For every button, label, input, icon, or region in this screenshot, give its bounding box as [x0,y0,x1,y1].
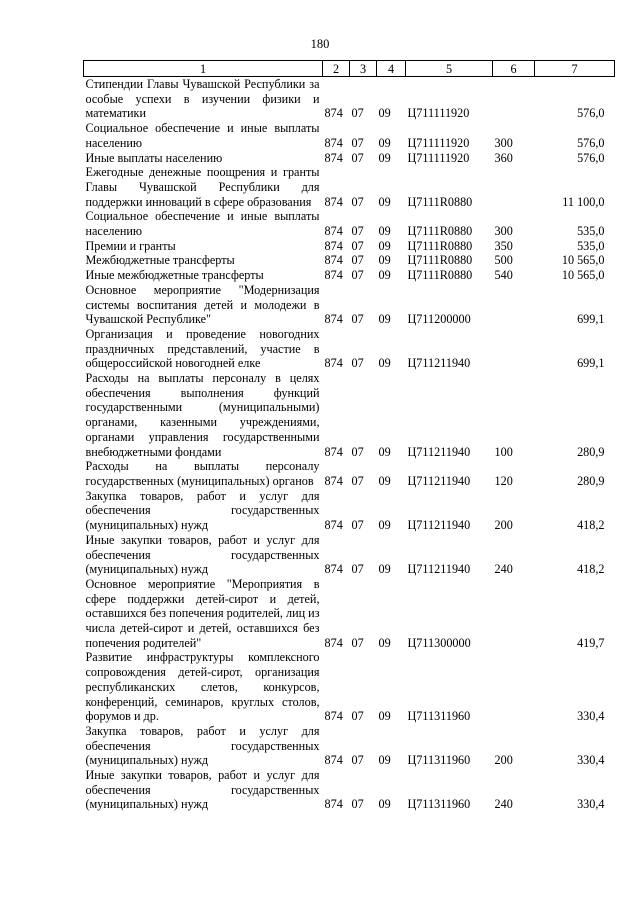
row-target-article: Ц7111R0880 [407,268,473,283]
row-section: 07 [351,709,364,724]
row-section: 07 [351,106,364,121]
row-amount: 699,1 [577,356,605,371]
row-admin-code: 874 [324,518,343,533]
row-expense-type [493,165,535,209]
table-row [84,151,615,166]
row-expense-type [493,327,535,371]
row-subsection: 09 [378,106,391,121]
table-row [84,239,615,254]
row-target-article: Ц7111R0880 [407,238,473,253]
row-name: Социальное обеспечение и иные выплаты населению [85,121,320,150]
row-admin-code: 874 [324,224,343,239]
header-col-2: 2 [323,61,350,77]
header-col-7: 7 [535,61,615,77]
header-row [84,61,615,77]
table-row [84,121,615,150]
row-subsection: 09 [378,473,391,488]
row-name: Межбюджетные трансферты [85,253,235,268]
row-amount: 535,0 [577,224,605,239]
row-name: Стипендии Главы Чувашской Республики за особые успехи в изучении физики и математики [85,77,320,121]
row-subsection: 09 [378,150,391,165]
row-admin-code: 874 [324,635,343,650]
row-expense-type: 350 [494,238,513,253]
row-target-article: Ц7111R0880 [407,224,473,239]
row-section: 07 [351,753,364,768]
row-subsection: 09 [378,709,391,724]
row-admin-code: 874 [324,268,343,283]
row-target-article: Ц711211940 [407,473,471,488]
table-row [84,459,615,488]
row-section: 07 [351,473,364,488]
row-subsection: 09 [378,797,391,812]
row-name: Иные выплаты населению [85,150,223,165]
table-row [84,209,615,238]
row-target-article: Ц7111R0880 [407,194,473,209]
row-name: Расходы на выплаты персоналу в целях обеспечения выполнения функций государственными (муниципальными) органами, казенными учреждениями, органами управления государственными внебюджетными фондами [85,371,320,459]
row-expense-type [493,283,535,327]
row-name: Социальное обеспечение и иные выплаты населению [85,209,320,239]
table-header [84,61,615,77]
row-amount: 10 565,0 [561,253,605,268]
row-subsection: 09 [378,356,391,371]
row-amount: 576,0 [577,106,605,121]
row-amount: 280,9 [577,444,605,459]
row-section: 07 [351,312,364,327]
row-name: Основное мероприятие "Модернизация системы воспитания детей и молодежи в Чувашской Республике" [85,282,320,327]
row-section: 07 [351,150,364,165]
row-admin-code: 874 [324,194,343,209]
row-name: Ежегодные денежные поощрения и гранты Главы Чувашской Республики для поддержки инноваций в сфере образования [85,165,320,209]
row-amount: 11 100,0 [562,194,605,209]
row-section: 07 [351,562,364,577]
row-subsection: 09 [378,753,391,768]
row-subsection: 09 [378,562,391,577]
row-target-article: Ц711111920 [407,150,470,165]
row-name: Иные закупки товаров, работ и услуг для обеспечения государственных (муниципальных) нужд [85,532,320,577]
table-body [84,77,615,813]
row-section: 07 [351,194,364,209]
row-subsection: 09 [378,224,391,239]
row-expense-type [493,650,535,724]
table-row [84,533,615,577]
table-row [84,283,615,327]
budget-table [83,60,615,812]
row-subsection: 09 [378,194,391,209]
row-subsection: 09 [378,135,391,150]
row-section: 07 [351,224,364,239]
row-target-article: Ц711211940 [407,356,471,371]
header-col-6: 6 [493,61,535,77]
row-expense-type: 240 [494,797,513,812]
row-admin-code: 874 [324,356,343,371]
row-expense-type: 360 [494,150,513,165]
row-name: Расходы на выплаты персоналу государственных (муниципальных) органов [85,459,320,488]
row-section: 07 [351,444,364,459]
row-name: Организация и проведение новогодних праздничных представлений, участие в общероссийской новогодней елке [85,326,320,371]
row-name: Иные закупки товаров, работ и услуг для обеспечения государственных (муниципальных) нужд [85,768,320,812]
row-section: 07 [351,518,364,533]
row-amount: 280,9 [577,473,605,488]
table-row [84,371,615,459]
table-row [84,724,615,768]
row-amount: 576,0 [577,135,605,150]
row-amount: 419,7 [577,635,605,650]
row-expense-type: 120 [494,473,513,488]
table-row [84,253,615,268]
row-expense-type: 100 [494,444,513,459]
row-section: 07 [351,268,364,283]
row-expense-type: 240 [494,562,513,577]
row-subsection: 09 [378,444,391,459]
row-subsection: 09 [378,312,391,327]
page-number: 180 [310,37,330,51]
row-amount: 418,2 [577,518,605,533]
row-target-article: Ц711311960 [407,797,471,812]
row-target-article: Ц711211940 [407,562,471,577]
header-col-4: 4 [377,61,406,77]
table-row [84,165,615,209]
row-section: 07 [351,635,364,650]
row-admin-code: 874 [324,106,343,121]
row-admin-code: 874 [324,562,343,577]
table-row [84,768,615,812]
row-admin-code: 874 [324,312,343,327]
header-col-1: 1 [84,61,323,77]
row-amount: 330,4 [577,709,605,724]
row-expense-type: 200 [494,518,513,533]
row-admin-code: 874 [324,238,343,253]
row-subsection: 09 [378,268,391,283]
row-admin-code: 874 [324,797,343,812]
table-row [84,489,615,533]
header-col-3: 3 [350,61,377,77]
row-name: Премии и гранты [85,238,176,253]
row-section: 07 [351,797,364,812]
row-name: Закупка товаров, работ и услуг для обеспечения государственных (муниципальных) нужд [85,723,320,768]
row-amount: 576,0 [577,150,605,165]
row-target-article: Ц711200000 [407,312,471,327]
row-amount: 418,2 [577,562,605,577]
row-expense-type: 300 [494,224,513,239]
row-target-article: Ц711300000 [407,635,471,650]
row-amount: 330,4 [577,753,605,768]
row-expense-type: 200 [494,753,513,768]
table-row [84,268,615,283]
row-expense-type: 540 [494,268,513,283]
row-amount: 330,4 [577,797,605,812]
row-subsection: 09 [378,253,391,268]
row-name: Развитие инфраструктуры комплексного сопровождения детей-сирот, организация республиканских слетов, конкурсов, конференций, семинаров, круглых столов, форумов и др. [85,650,320,724]
row-expense-type [493,77,535,122]
table-row [84,577,615,651]
row-name: Закупка товаров, работ и услуг для обеспечения государственных (муниципальных) нужд [85,488,320,533]
table-row [84,327,615,371]
row-target-article: Ц711111920 [407,106,470,121]
row-section: 07 [351,135,364,150]
row-admin-code: 874 [324,444,343,459]
row-section: 07 [351,356,364,371]
row-admin-code: 874 [324,753,343,768]
row-target-article: Ц711211940 [407,518,471,533]
row-target-article: Ц711311960 [407,709,471,724]
row-target-article: Ц711111920 [407,135,470,150]
row-admin-code: 874 [324,253,343,268]
row-section: 07 [351,253,364,268]
row-section: 07 [351,238,364,253]
row-expense-type: 300 [494,135,513,150]
row-expense-type [493,577,535,651]
header-col-5: 5 [406,61,493,77]
row-name: Основное мероприятие "Мероприятия в сфере поддержки детей-сирот и детей, оставшихся без попечения родителей, лиц из числа детей-сирот и детей, оставшихся без попечения родителей" [85,576,320,650]
row-admin-code: 874 [324,473,343,488]
table-row [84,650,615,724]
row-admin-code: 874 [324,150,343,165]
row-amount: 535,0 [577,238,605,253]
row-subsection: 09 [378,635,391,650]
row-target-article: Ц7111R0880 [407,253,473,268]
row-amount: 699,1 [577,312,605,327]
row-subsection: 09 [378,238,391,253]
row-subsection: 09 [378,518,391,533]
row-admin-code: 874 [324,135,343,150]
table-row [84,77,615,122]
row-name: Иные межбюджетные трансферты [85,268,264,283]
row-admin-code: 874 [324,709,343,724]
row-target-article: Ц711311960 [407,753,471,768]
row-expense-type: 500 [494,253,513,268]
row-amount: 10 565,0 [561,268,605,283]
row-target-article: Ц711211940 [407,444,471,459]
